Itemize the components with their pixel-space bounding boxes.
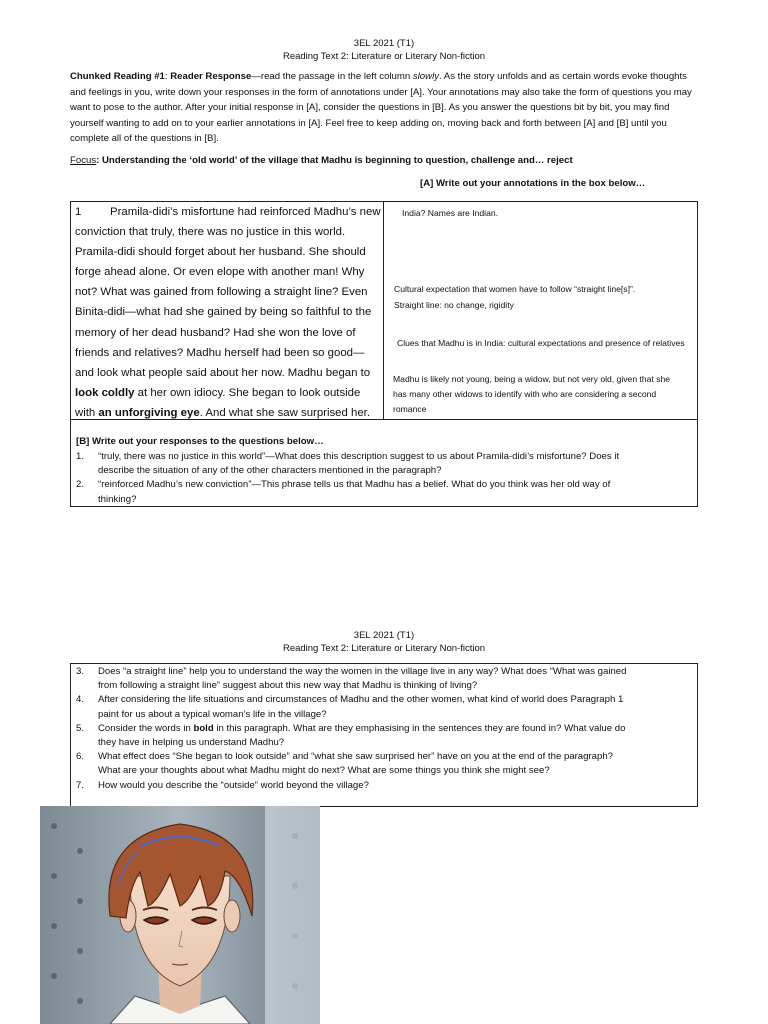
question-line: thinking?: [98, 493, 137, 505]
question-number: 1.: [76, 451, 85, 462]
question-number: 7.: [76, 779, 85, 791]
column-divider: [383, 202, 384, 419]
instructions-paragraph: [70, 69, 704, 147]
passage-text-a: Pramila-didi’s misfortune had reinforced Madhu’s new conviction that truly, there was no justice in this world. Pramila-didi should forget about her husband. She should forge ahead alone. Or even elope with another man! Why not? What was gained from following a straight line? Even Binita-didi—what had she gained by being so faithful to the memory of her dead husband? Had she won the love of friends and relatives? Madhu herself had been so good—and look what people said about her now. Madhu began to: [75, 206, 381, 379]
annotation-madhu-age-2: has many other widows to identify with who are considering a second: [393, 389, 657, 399]
character-portrait-image: [40, 806, 320, 1024]
annotation-names-indian: India? Names are Indian.: [402, 208, 499, 218]
intro-text-b: . As the story unfolds and as certain words evoke thoughts and feelings in you, write down your responses in the form of annotations under [A]. Your annotations may also take the form of questions you may want to pose to the author. After your initial response in [A], consider the questions in [B]. As you answer the questions bit by bit, you may find yourself wanting to add on to your earlier annotations in [A]. Feel free to keep adding on, moving back and forth between [A] and [B] until you complete all of the questions in [B].: [70, 71, 692, 144]
question-line: After considering the life situations and circumstances of Madhu and the other women, what kind of world does Paragraph 1: [98, 694, 624, 706]
intro-slowly: slowly: [412, 71, 439, 82]
question-item: [76, 478, 696, 506]
intro-label: Chunked Reading #1: [70, 71, 165, 82]
portrait-illustration: [40, 806, 320, 1024]
responses-box: [70, 420, 698, 507]
focus-text: : Understanding the ‘old world’ of the village that Madhu is beginning to question, challenge and… reject: [96, 155, 573, 166]
question-line: [98, 722, 696, 736]
intro-colon: :: [164, 71, 171, 82]
page2-header-course: 3EL 2021 (T1): [353, 630, 415, 641]
annotation-madhu-age-1: Madhu is likely not young, being a widow, but not very old, given that she: [393, 374, 671, 384]
question-list-page1: [76, 450, 696, 507]
intro-reader-response: Reader Response: [170, 71, 252, 82]
question-number: 2.: [76, 479, 85, 491]
question-number: 5.: [76, 722, 85, 734]
page1-header-course: 3EL 2021 (T1): [353, 38, 415, 49]
passage-text-c: . And what she saw surprised her.: [199, 406, 371, 419]
question-number: 6.: [76, 751, 85, 763]
passage-text-b: at her own idiocy. She began to look outside with: [75, 386, 361, 419]
question-text: Consider the words in: [98, 722, 194, 734]
annotations-heading: [A] Write out your annotations in the box below…: [420, 178, 646, 189]
question-number: 4.: [76, 694, 85, 706]
questions-box-page2: [70, 663, 698, 807]
question-line: from following a straight line” suggest about this new way that Madhu is thinking of living?: [98, 680, 478, 692]
question-item: [76, 665, 696, 693]
question-item: [76, 779, 696, 793]
focus-line: [70, 154, 710, 168]
passage-bold-look-coldly: look coldly: [75, 386, 135, 399]
question-line: What effect does “She began to look outside” and “what she saw surprised her” have on you at the end of the paragraph?: [98, 751, 614, 763]
annotation-straight-line: Straight line: no change, rigidity: [394, 300, 514, 310]
question-line: paint for us about a typical woman’s life in the village?: [98, 708, 327, 720]
question-line: How would you describe the “outside” world beyond the village?: [98, 779, 369, 791]
focus-label: Focus: [70, 155, 97, 166]
question-number: 3.: [76, 666, 85, 677]
question-line: Does “a straight line” help you to understand the way the women in the village live in any way? What does “What was gained: [98, 666, 627, 677]
question-line: “reinforced Madhu’s new conviction”—This phrase tells us that Madhu has a belief. What do you think was her old way of: [98, 479, 611, 491]
question-bold-word: bold: [193, 722, 214, 734]
passage-number: 1: [75, 206, 82, 218]
question-item: [76, 722, 696, 750]
question-item: [76, 750, 696, 778]
question-list-page2: [76, 665, 696, 793]
window-light: [265, 806, 320, 1024]
question-line: What are your thoughts about what Madhu might do next? What are some things you think she might see?: [98, 765, 550, 777]
annotation-india-clues: Clues that Madhu is in India: cultural expectations and presence of relatives: [397, 338, 685, 348]
question-item: [76, 450, 696, 478]
question-line: describe the situation of any of the other characters mentioned in the paragraph?: [98, 465, 442, 477]
page1-header-subtitle: Reading Text 2: Literature or Literary Non-fiction: [282, 51, 486, 62]
annotation-cultural-expectation: Cultural expectation that women have to follow “straight line[s]”.: [394, 284, 636, 294]
passage-text: [75, 202, 381, 423]
page2-header-subtitle: Reading Text 2: Literature or Literary Non-fiction: [282, 643, 486, 654]
intro-text-a: —read the passage in the left column: [251, 71, 413, 82]
question-line: “truly, there was no justice in this world”—What does this description suggest to us about Pramila-didi’s misfortune? Does it: [98, 451, 620, 462]
question-text: in this paragraph. What are they emphasising in the sentences they are found in? What value do: [213, 722, 626, 734]
responses-heading: [B] Write out your responses to the questions below…: [76, 436, 324, 447]
question-line: they have in helping us understand Madhu?: [98, 737, 285, 749]
passage-bold-unforgiving-eye: an unforgiving eye: [98, 406, 200, 419]
annotation-madhu-age-3: romance: [393, 404, 427, 414]
question-item: [76, 693, 696, 721]
passage-annotation-table: [70, 201, 698, 420]
right-ear: [224, 900, 240, 932]
